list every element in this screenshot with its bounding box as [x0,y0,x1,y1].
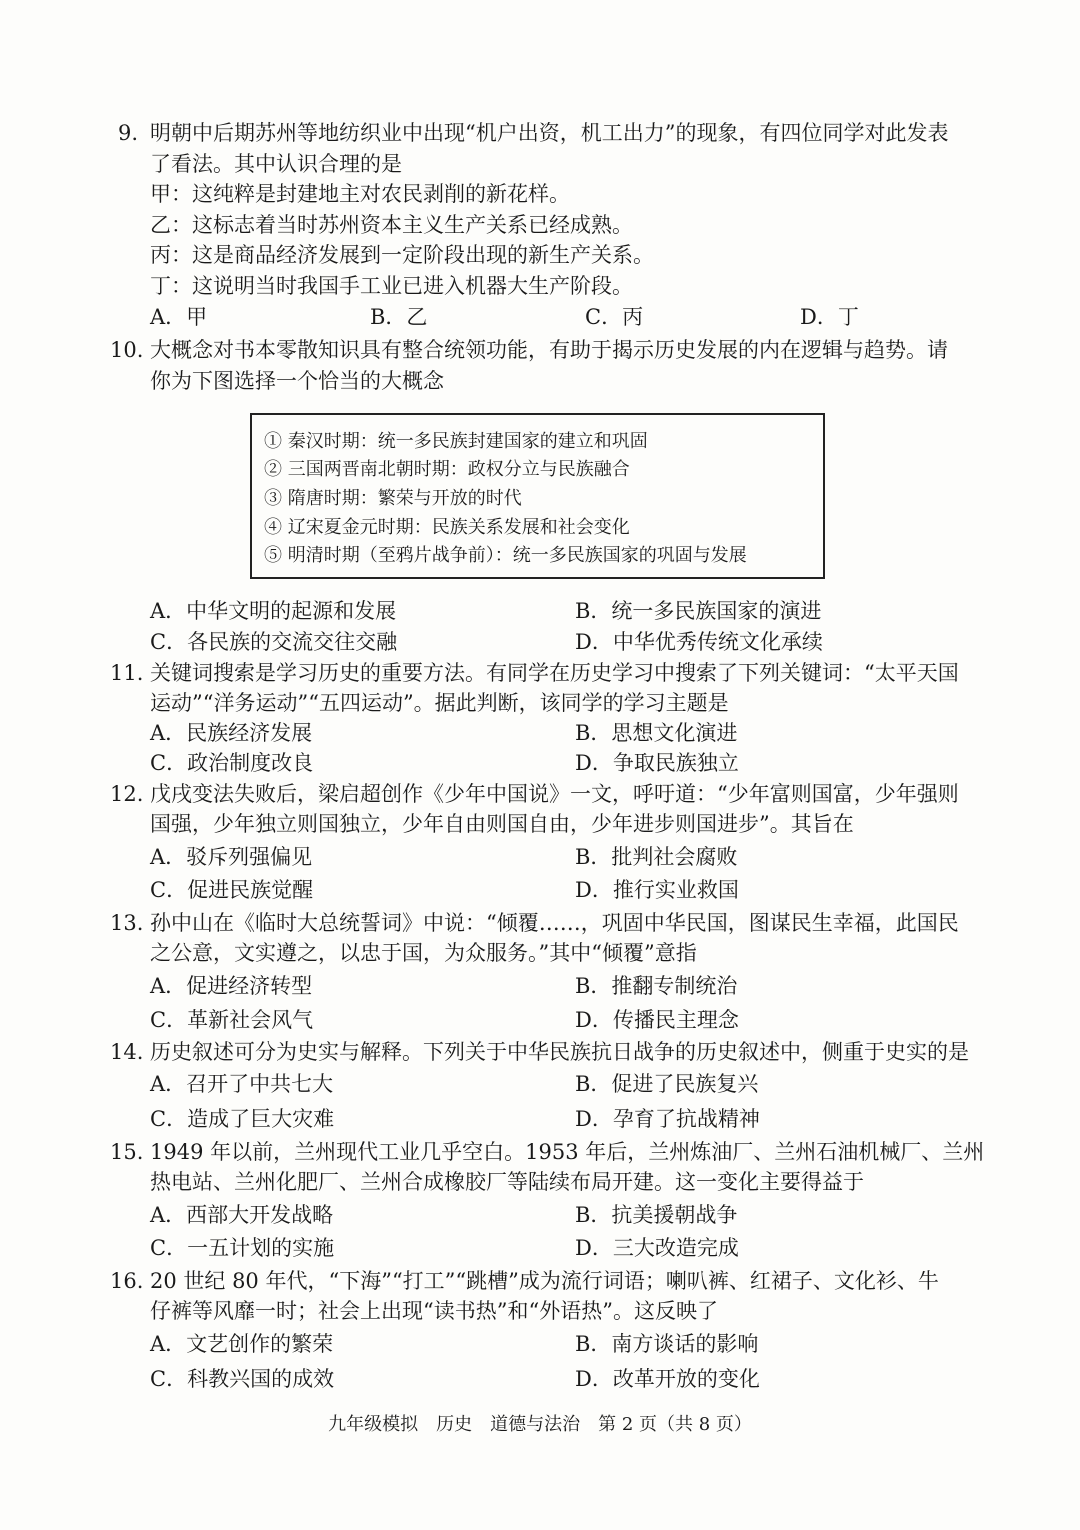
box-item: ⑤ 明清时期（至鸦片战争前）：统一多民族国家的巩固与发展 [264,545,747,566]
option-c: C．丙 [585,305,644,329]
option-b: B．乙 [370,305,428,329]
option-a: A．召开了中共七大 [150,1072,334,1096]
page-footer: 九年级模拟 历史 道德与法治 第 2 页（共 8 页） [328,1414,752,1435]
question-number: 16. [110,1269,144,1293]
question-stem: 大概念对书本零散知识具有整合统领功能，有助于揭示历史发展的内在逻辑与趋势。请 [150,338,948,362]
question-stem: 你为下图选择一个恰当的大概念 [150,369,444,393]
option-a: A．驳斥列强偏见 [150,845,313,869]
option-d: D．三大改造完成 [575,1236,739,1260]
option-a: A．西部大开发战略 [150,1203,334,1227]
question-stem: 了看法。其中认识合理的是 [150,152,402,176]
statement-bing: 丙：这是商品经济发展到一定阶段出现的新生产关系。 [150,243,654,267]
option-d: D．争取民族独立 [575,751,739,775]
box-item: ① 秦汉时期：统一多民族封建国家的建立和巩固 [264,431,648,452]
option-d: D．传播民主理念 [575,1008,739,1032]
option-a: A．中华文明的起源和发展 [150,599,397,623]
option-c: C．科教兴国的成效 [150,1367,335,1391]
option-a: A．文艺创作的繁荣 [150,1332,334,1356]
option-d: D．丁 [800,305,859,329]
statement-yi: 乙：这标志着当时苏州资本主义生产关系已经成熟。 [150,213,633,237]
option-a: A．甲 [150,305,208,329]
question-stem: 戊戌变法失败后，梁启超创作《少年中国说》一文，呼吁道：“少年富则国富，少年强则 [150,782,959,806]
option-a: A．促进经济转型 [150,974,313,998]
question-stem: 孙中山在《临时大总统誓词》中说：“倾覆……，巩固中华民国，图谋民生幸福，此国民 [150,911,959,935]
option-d: D．改革开放的变化 [575,1367,760,1391]
question-stem: 仔裤等风靡一时；社会上出现“读书热”和“外语热”。这反映了 [150,1299,718,1323]
question-stem: 1949 年以前，兰州现代工业几乎空白。1953 年后，兰州炼油厂、兰州石油机械厂、兰州 [150,1140,985,1164]
question-stem: 热电站、兰州化肥厂、兰州合成橡胶厂等陆续布局开建。这一变化主要得益于 [150,1170,864,1194]
option-c: C．各民族的交流交往交融 [150,630,398,654]
box-item: ③ 隋唐时期：繁荣与开放的时代 [264,488,522,509]
question-stem: 历史叙述可分为史实与解释。下列关于中华民族抗日战争的历史叙述中，侧重于史实的是 [150,1040,969,1064]
option-b: B．促进了民族复兴 [575,1072,759,1096]
option-d: D．中华优秀传统文化承续 [575,630,823,654]
box-item: ④ 辽宋夏金元时期：民族关系发展和社会变化 [264,517,630,538]
option-c: C．造成了巨大灾难 [150,1107,335,1131]
question-stem: 明朝中后期苏州等地纺织业中出现“机户出资，机工出力”的现象，有四位同学对此发表 [150,121,949,145]
question-stem: 运动”“洋务运动”“五四运动”。据此判断，该同学的学习主题是 [150,691,729,715]
question-number: 10. [110,338,144,362]
question-number: 9. [118,121,139,145]
question-number: 15. [110,1140,144,1164]
concept-box [250,413,825,579]
option-b: B．统一多民族国家的演进 [575,599,822,623]
option-b: B．南方谈话的影响 [575,1332,759,1356]
question-number: 13. [110,911,144,935]
option-b: B．推翻专制统治 [575,974,738,998]
option-c: C．政治制度改良 [150,751,314,775]
box-item: ② 三国两晋南北朝时期：政权分立与民族融合 [264,459,630,480]
question-stem: 之公意，文实遵之，以忠于国，为众服务。”其中“倾覆”意指 [150,941,697,965]
question-number: 11. [110,661,144,685]
statement-ding: 丁：这说明当时我国手工业已进入机器大生产阶段。 [150,274,633,298]
option-d: D．推行实业救国 [575,878,739,902]
option-b: B．思想文化演进 [575,721,738,745]
question-stem: 20 世纪 80 年代，“下海”“打工”“跳槽”成为流行词语；喇叭裤、红裙子、文化衫、牛 [150,1269,939,1293]
option-d: D．孕育了抗战精神 [575,1107,760,1131]
question-number: 14. [110,1040,144,1064]
option-b: B．批判社会腐败 [575,845,738,869]
question-stem: 关键词搜索是学习历史的重要方法。有同学在历史学习中搜索了下列关键词：“太平天国 [150,661,959,685]
option-c: C．促进民族觉醒 [150,878,314,902]
question-number: 12. [110,782,144,806]
option-b: B．抗美援朝战争 [575,1203,738,1227]
question-stem: 国强，少年独立则国独立，少年自由则国自由，少年进步则国进步”。其旨在 [150,812,854,836]
option-c: C．革新社会风气 [150,1008,314,1032]
option-a: A．民族经济发展 [150,721,313,745]
option-c: C．一五计划的实施 [150,1236,335,1260]
statement-jia: 甲：这纯粹是封建地主对农民剥削的新花样。 [150,182,570,206]
